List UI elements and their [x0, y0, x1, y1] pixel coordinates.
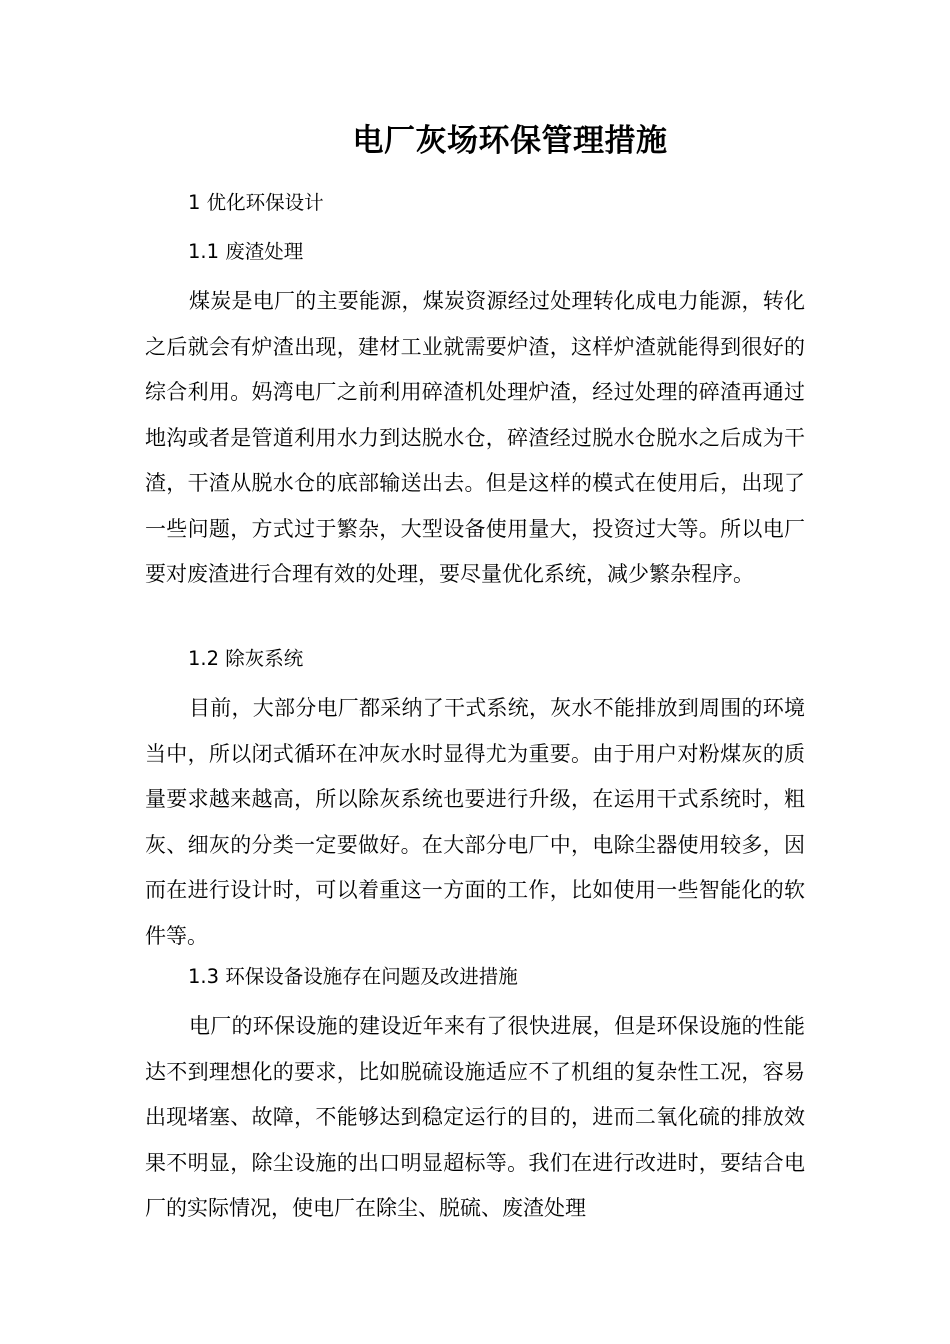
subsection-heading: 1.2 除灰系统 [188, 647, 304, 670]
subsection-heading: 1.3 环保设备设施存在问题及改进措施 [188, 965, 518, 988]
subsection-heading: 1.1 废渣处理 [188, 240, 304, 263]
body-paragraph: 目前，大部分电厂都采纳了干式系统，灰水不能排放到周围的环境当中，所以闭式循环在冲灰水时显得尤为重要。由于用户对粉煤灰的质量要求越来越高，所以除灰系统也要进行升级，在运用干式系统时，粗灰、细灰的分类一定要做好。在大部分电厂中，电除尘器使用较多，因而在进行设计时，可以着重这一方面的工作，比如使用一些智能化的软件等。 [145, 696, 805, 948]
document-title: 电厂灰场环保管理措施 [352, 123, 668, 159]
section-heading: 1 优化环保设计 [188, 191, 324, 214]
body-paragraph: 电厂的环保设施的建设近年来有了很快进展，但是环保设施的性能达不到理想化的要求，比如脱硫设施适应不了机组的复杂性工况，容易出现堵塞、故障，不能够达到稳定运行的目的，进而二氧化硫的排放效果不明显，除尘设施的出口明显超标等。我们在进行改进时，要结合电厂的实际情况，使电厂在除尘、脱硫、废渣处理 [145, 1014, 805, 1220]
body-paragraph: 煤炭是电厂的主要能源，煤炭资源经过处理转化成电力能源，转化之后就会有炉渣出现，建材工业就需要炉渣，这样炉渣就能得到很好的综合利用。妈湾电厂之前利用碎渣机处理炉渣，经过处理的碎渣再通过地沟或者是管道利用水力到达脱水仓，碎渣经过脱水仓脱水之后成为干渣，干渣从脱水仓的底部输送出去。但是这样的模式在使用后，出现了一些问题，方式过于繁杂，大型设备使用量大，投资过大等。所以电厂要对废渣进行合理有效的处理，要尽量优化系统，减少繁杂程序。 [145, 289, 805, 586]
